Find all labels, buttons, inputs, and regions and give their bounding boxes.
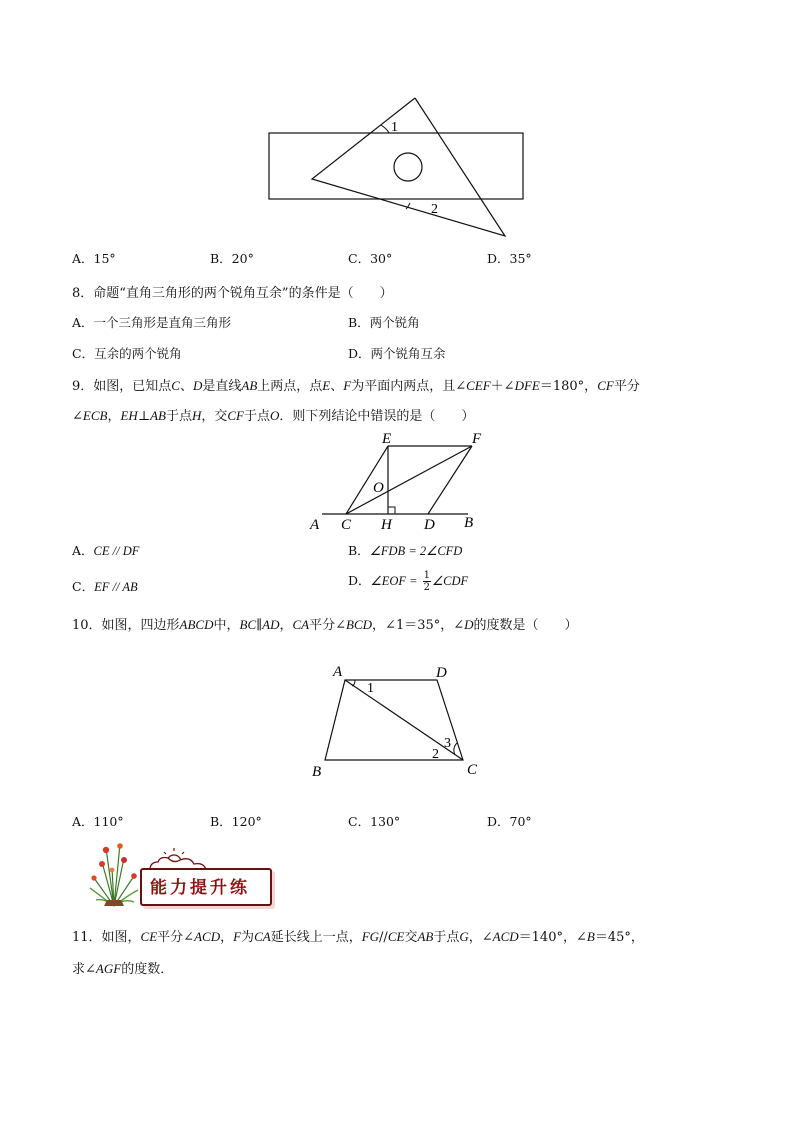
q11-stem-line2: 求∠AGF的度数．	[72, 961, 174, 977]
label-f: F	[472, 431, 482, 447]
ruler-rectangle	[269, 133, 523, 199]
triangle-hole	[394, 153, 422, 181]
label-c: C	[341, 517, 352, 533]
q10-figure	[305, 658, 495, 782]
quadrilateral-abcd	[325, 680, 463, 760]
label-b: B	[464, 515, 474, 531]
angle3-arc	[454, 743, 457, 755]
q9-option-a[interactable]: A．CE // DF	[72, 543, 140, 558]
q7-figure	[260, 95, 540, 245]
q10-option-a[interactable]: A．110°	[72, 814, 124, 829]
angle1-label: 1	[391, 120, 398, 135]
q8-option-a[interactable]: A．一个三角形是直角三角形	[72, 315, 232, 330]
flower-illustration	[84, 838, 144, 908]
angle1-arc	[381, 125, 389, 133]
q10-option-b[interactable]: B．120°	[210, 814, 262, 829]
label-b: B	[312, 764, 322, 780]
q7-option-c[interactable]: C．30°	[348, 251, 393, 266]
label-a: A	[310, 517, 320, 533]
q9-stem-line1: 9．如图，已知点C、D是直线AB上两点，点E、F为平面内两点，且∠CEF＋∠DFE＝180°，CF平分	[72, 378, 640, 394]
label-d: D	[424, 517, 435, 533]
label-h: H	[381, 517, 392, 533]
q9-option-c[interactable]: C．EF // AB	[72, 579, 138, 594]
q8-option-d[interactable]: D．两个锐角互余	[348, 346, 446, 361]
q8-option-c[interactable]: C．互余的两个锐角	[72, 346, 182, 361]
q9-figure	[300, 428, 490, 536]
label-d: D	[436, 665, 447, 681]
q9-option-b[interactable]: B．∠FDB = 2∠CFD	[348, 543, 463, 558]
label-c: C	[467, 762, 478, 778]
q9-option-d[interactable]: D．∠EOF = $\frac{1}{2}$ ∠CDF	[348, 570, 469, 593]
angle3-label: 3	[444, 736, 451, 751]
triangle-set-square	[312, 98, 505, 236]
angle2-label: 2	[431, 202, 438, 217]
right-angle-mark	[388, 507, 395, 514]
q10-stem: 10．如图，四边形ABCD中，BC∥AD，CA平分∠BCD，∠1＝35°，∠D的度数是（ ）	[72, 617, 578, 633]
q9-stem-line2: ∠ECB，EH⊥AB于点H，交CF于点O．则下列结论中错误的是（ ）	[72, 408, 475, 424]
segment-cf	[346, 446, 472, 514]
label-o: O	[373, 480, 384, 496]
q7-option-d[interactable]: D．35°	[487, 251, 532, 266]
angle2-label: 2	[432, 747, 439, 762]
q7-option-b[interactable]: B．20°	[210, 251, 254, 266]
q10-option-d[interactable]: D．70°	[487, 814, 532, 829]
q8-stem: 8．命题“直角三角形的两个锐角互余”的条件是（ ）	[72, 286, 393, 301]
q10-option-c[interactable]: C．130°	[348, 814, 401, 829]
label-a: A	[333, 664, 343, 680]
q8-option-b[interactable]: B．两个锐角	[348, 315, 420, 330]
q11-stem-line1: 11．如图，CE平分∠ACD，F为CA延长线上一点，FG//CE交AB于点G，∠ACD＝140°，∠B＝45°，	[72, 929, 644, 945]
q7-option-a[interactable]: A．15°	[72, 251, 116, 266]
angle1-label: 1	[367, 681, 374, 696]
section-banner-title: 能力提升练	[150, 878, 250, 898]
fraction-one-half: $\frac{1}{2}$	[423, 570, 430, 593]
label-e: E	[382, 431, 392, 447]
segment-fd	[428, 446, 472, 514]
